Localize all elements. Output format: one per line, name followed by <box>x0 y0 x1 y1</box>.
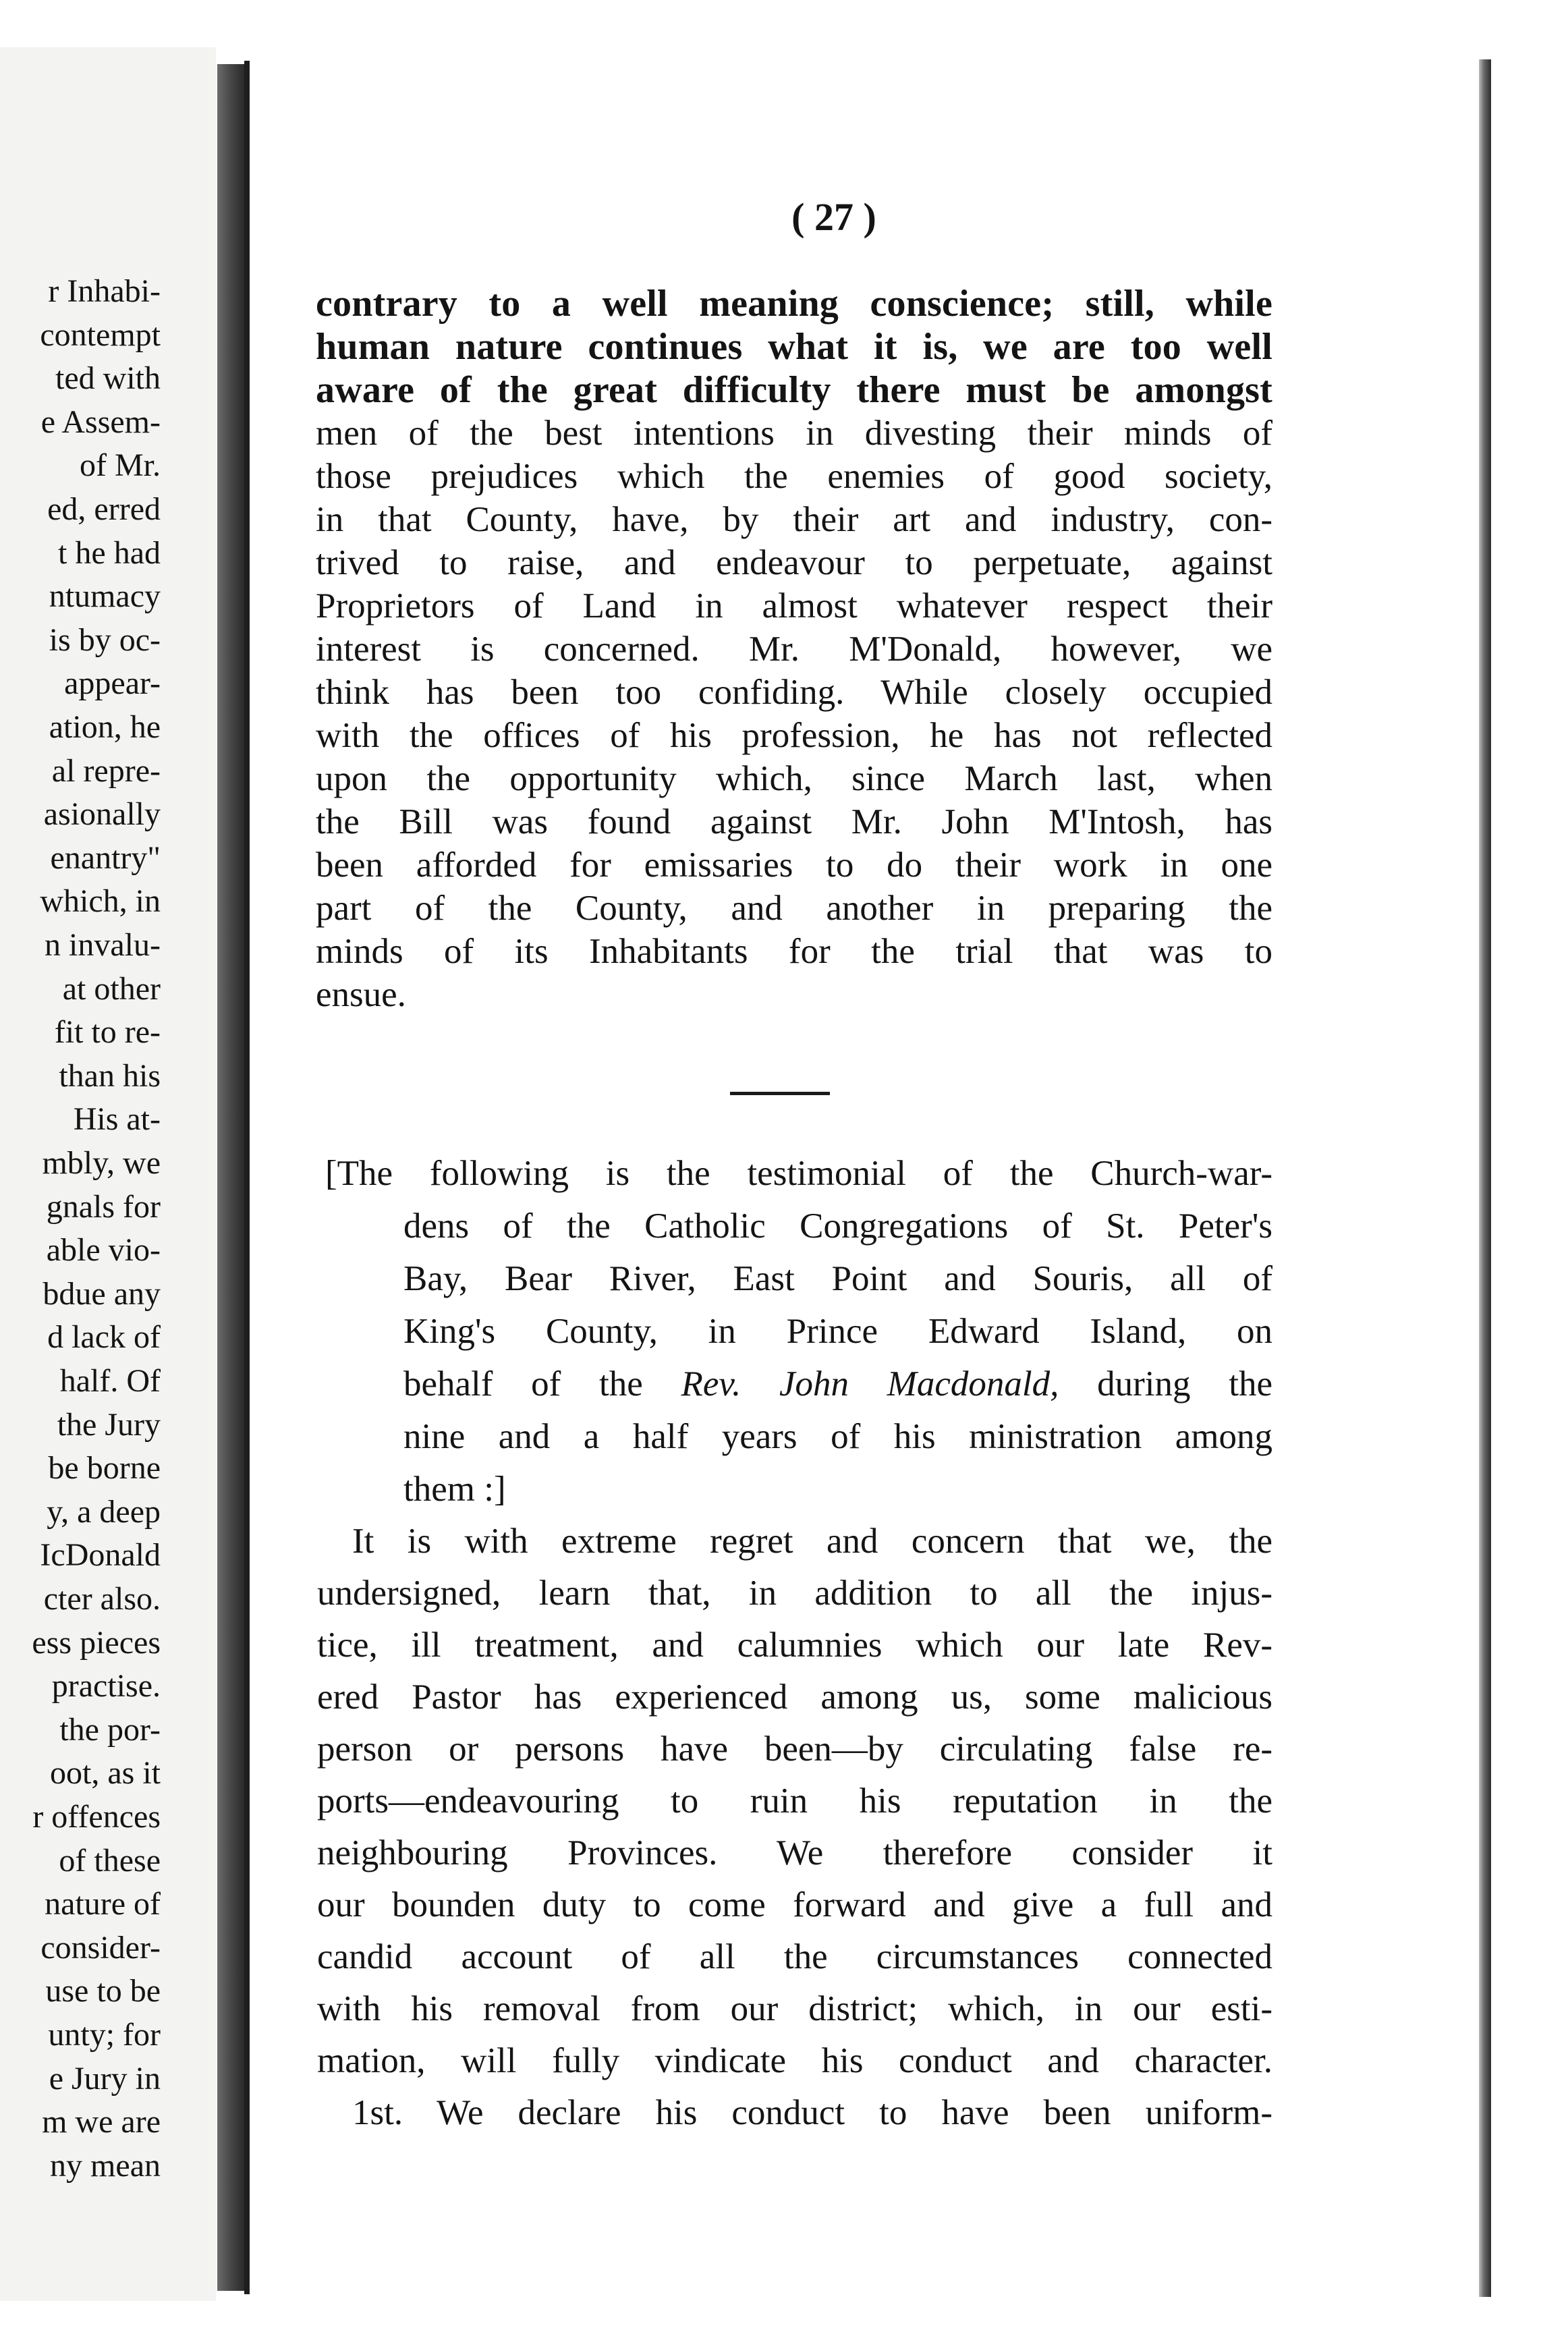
facing-page-fragment: unty; for <box>48 2017 161 2053</box>
page-edge-shadow <box>1479 59 1491 2297</box>
text-segment: during the <box>1059 1364 1273 1404</box>
text-line: been afforded for emissaries to do their work in one <box>316 845 1272 885</box>
facing-page-fragment: e Assem- <box>40 404 161 440</box>
text-line: nine and a half years of his ministration among <box>403 1417 1272 1456</box>
text-line: them :] <box>403 1470 506 1509</box>
facing-page-fragment: ted with <box>55 360 161 397</box>
facing-page-fragment: practise. <box>51 1668 161 1704</box>
text-line: aware of the great difficulty there must be amongst <box>316 369 1272 411</box>
text-line: undersigned, learn that, in addition to all the injus- <box>317 1574 1272 1613</box>
text-line: ports—endeavouring to ruin his reputation in the <box>317 1781 1272 1821</box>
facing-page-fragment: than his <box>59 1057 161 1094</box>
facing-page-fragment: be borne <box>48 1450 161 1487</box>
facing-page-fragment: which, in <box>40 883 161 920</box>
facing-page-fragment: n invalu- <box>45 927 161 963</box>
text-line: our bounden duty to come forward and give a full and <box>317 1885 1272 1924</box>
facing-page-fragment: asionally <box>43 796 161 833</box>
facing-page-fragment: ed, erred <box>47 491 161 527</box>
facing-page-fragment: ntumacy <box>49 578 161 615</box>
testimonial-body <box>317 1516 1272 2139</box>
facing-page-fragment: al repre- <box>51 752 161 789</box>
facing-page-fragment: oot, as it <box>50 1755 161 1792</box>
facing-page-fragment: contempt <box>40 316 161 353</box>
text-line: contrary to a well meaning conscience; still, while <box>316 283 1272 325</box>
text-line: [The following is the testimonial of the Church-war- <box>325 1154 1272 1193</box>
facing-page-fragment: d lack of <box>47 1319 161 1356</box>
section-divider-rule <box>730 1092 830 1095</box>
facing-page-fragment: t he had <box>58 534 161 571</box>
text-line: in that County, have, by their art and industry, con- <box>316 500 1272 539</box>
facing-page-fragment: appear- <box>64 665 161 702</box>
facing-page-fragment: able vio- <box>46 1232 161 1269</box>
facing-page-fragment: e Jury in <box>49 2060 161 2097</box>
facing-page-fragment: y, a deep <box>47 1493 161 1530</box>
text-line: interest is concerned. Mr. M'Donald, however, we <box>316 630 1272 669</box>
facing-page-left <box>0 47 216 2301</box>
facing-page-fragment: gnals for <box>46 1188 161 1225</box>
facing-page-fragment: His at- <box>73 1101 161 1138</box>
text-line: with the offices of his profession, he has not reflected <box>316 716 1272 755</box>
text-line: ered Pastor has experienced among us, some malicious <box>317 1677 1272 1717</box>
text-line: neighbouring Provinces. We therefore consider it <box>317 1833 1272 1872</box>
text-line: with his removal from our district; which, in our esti- <box>317 1989 1272 2028</box>
text-line <box>325 1358 1272 1410</box>
text-line: ensue. <box>316 975 406 1014</box>
text-line: men of the best intentions in divesting their minds of <box>316 414 1272 453</box>
facing-page-text-fragments <box>0 47 161 2301</box>
facing-page-fragment: IcDonald <box>40 1537 161 1574</box>
text-line: King's County, in Prince Edward Island, on <box>403 1312 1272 1351</box>
text-line: It is with extreme regret and concern that we, the <box>352 1522 1272 1561</box>
text-line: Bay, Bear River, East Point and Souris, all of <box>403 1259 1272 1298</box>
continued-paragraph <box>316 282 1272 1016</box>
testimonial-intro <box>325 1147 1272 1516</box>
text-line: 1st. We declare his conduct to have been uniform- <box>352 2093 1272 2132</box>
text-line: dens of the Catholic Congregations of St. Peter's <box>403 1206 1272 1246</box>
facing-page-fragment: the Jury <box>57 1406 161 1443</box>
text-line: think has been too confiding. While closely occupied <box>316 673 1272 712</box>
text-line: minds of its Inhabitants for the trial that was to <box>316 932 1272 971</box>
text-line: tice, ill treatment, and calumnies which our late Rev- <box>317 1626 1272 1665</box>
facing-page-fragment: ny mean <box>50 2147 161 2184</box>
facing-page-fragment: cter also. <box>43 1581 161 1617</box>
facing-page-fragment: r Inhabi- <box>48 273 161 309</box>
text-line: person or persons have been—by circulating false re- <box>317 1729 1272 1769</box>
facing-page-fragment: at other <box>62 970 161 1007</box>
main-page <box>250 59 1479 2297</box>
italic-name: Rev. John Macdonald, <box>681 1364 1059 1404</box>
facing-page-fragment: use to be <box>45 1973 161 2009</box>
text-segment: behalf of the <box>403 1364 681 1404</box>
text-line: those prejudices which the enemies of good society, <box>316 457 1272 496</box>
text-line: human nature continues what it is, we are too well <box>316 326 1272 368</box>
facing-page-fragment: of Mr. <box>80 447 161 484</box>
text-line: upon the opportunity which, since March last, when <box>316 759 1272 798</box>
facing-page-fragment: fit to re- <box>54 1014 161 1051</box>
facing-page-fragment: ess pieces <box>32 1624 161 1661</box>
facing-page-fragment: m we are <box>42 2104 161 2140</box>
facing-page-fragment: of these <box>59 1842 161 1879</box>
facing-page-fragment: bdue any <box>43 1275 161 1312</box>
facing-page-fragment: mbly, we <box>42 1145 161 1181</box>
facing-page-fragment: consider- <box>40 1929 161 1966</box>
page-number: ( 27 ) <box>791 195 876 239</box>
text-line: the Bill was found against Mr. John M'Intosh, has <box>316 802 1272 841</box>
text-line: mation, will fully vindicate his conduct and character. <box>317 2041 1272 2080</box>
facing-page-fragment: half. Of <box>59 1363 161 1399</box>
facing-page-fragment: is by oc- <box>49 621 161 658</box>
facing-page-fragment: ation, he <box>49 709 161 745</box>
text-line: part of the County, and another in preparing the <box>316 889 1272 928</box>
book-gutter-shadow <box>217 64 244 2291</box>
facing-page-fragment: r offences <box>32 1799 161 1835</box>
facing-page-fragment: enantry" <box>50 839 161 876</box>
gutter-edge-line <box>244 61 250 2294</box>
facing-page-fragment: nature of <box>45 1886 161 1922</box>
text-line: trived to raise, and endeavour to perpetuate, against <box>316 543 1272 582</box>
text-line: candid account of all the circumstances connected <box>317 1937 1272 1976</box>
facing-page-fragment: the por- <box>59 1711 161 1748</box>
text-line: Proprietors of Land in almost whatever respect their <box>316 586 1272 626</box>
